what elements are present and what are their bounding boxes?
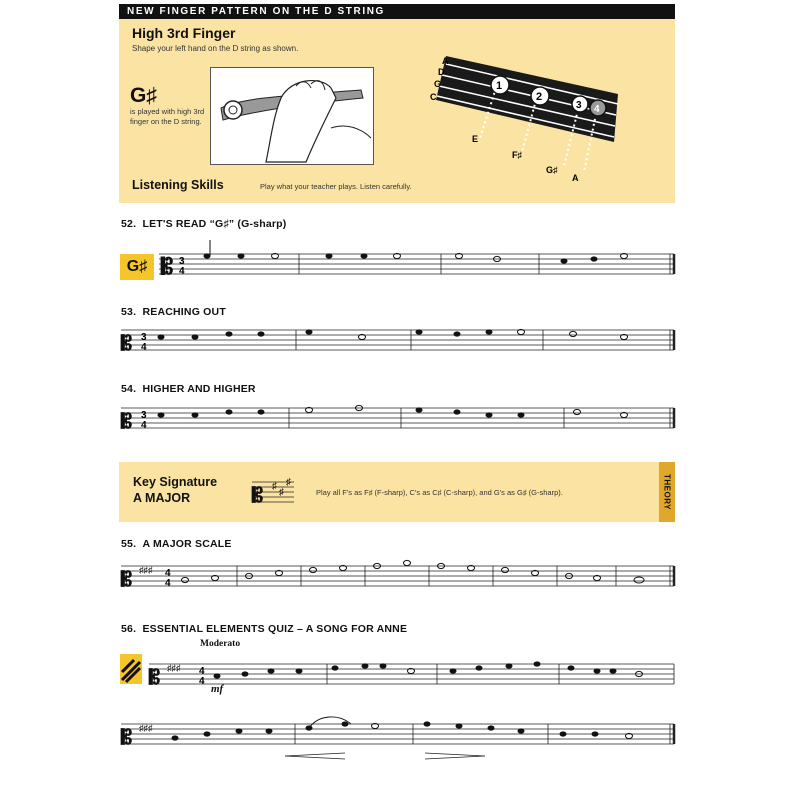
svg-text:♯♯♯: ♯♯♯ bbox=[167, 663, 181, 673]
notes bbox=[204, 240, 628, 264]
exercise-number: 53. bbox=[121, 306, 137, 318]
svg-text:4: 4 bbox=[141, 420, 147, 431]
finger-4: 4 bbox=[594, 104, 600, 115]
note-label-g-sharp: G♯ bbox=[546, 165, 558, 175]
exercise-name: HIGHER AND HIGHER bbox=[142, 383, 256, 395]
tempo-marking: Moderato bbox=[200, 639, 241, 649]
note-label-a: A bbox=[572, 173, 579, 183]
key-signature-title-line2: A MAJOR bbox=[133, 491, 191, 505]
note-label-e: E bbox=[472, 134, 479, 144]
svg-text:♯: ♯ bbox=[272, 481, 277, 492]
exercise-name: REACHING OUT bbox=[142, 306, 226, 318]
dynamic-marking: mf bbox=[211, 683, 224, 695]
svg-text:4: 4 bbox=[141, 342, 147, 353]
finger-1: 1 bbox=[496, 80, 503, 92]
staff-exercise-56-line2 bbox=[119, 716, 679, 766]
listening-skills-title: Listening Skills bbox=[132, 178, 224, 192]
svg-text:♯: ♯ bbox=[279, 487, 284, 498]
svg-text:3: 3 bbox=[141, 410, 147, 421]
exercise-53-title bbox=[121, 306, 226, 318]
alto-clef: 𝄡 bbox=[161, 254, 174, 279]
svg-text:4: 4 bbox=[165, 568, 171, 579]
note-description: is played with high 3rd finger on the D string. bbox=[130, 107, 205, 126]
high-third-finger-title: High 3rd Finger bbox=[132, 25, 236, 41]
new-note-label: G♯ bbox=[120, 254, 154, 280]
key-signature-staff bbox=[250, 476, 296, 508]
finger-3: 3 bbox=[576, 100, 582, 111]
high-third-finger-subtitle: Shape your left hand on the D string as shown. bbox=[132, 44, 299, 53]
svg-text:4: 4 bbox=[165, 578, 171, 589]
exercise-56-title bbox=[121, 623, 407, 635]
key-signature-title-line1: Key Signature bbox=[133, 475, 218, 489]
svg-text:𝄡: 𝄡 bbox=[121, 333, 133, 355]
svg-text:3: 3 bbox=[141, 332, 147, 343]
svg-text:𝄡: 𝄡 bbox=[121, 727, 133, 749]
exercise-number: 55. bbox=[121, 538, 137, 550]
exercise-name: ESSENTIAL ELEMENTS QUIZ – A SONG FOR ANNE bbox=[142, 623, 408, 635]
listening-skills-text: Play what your teacher plays. Listen carefully. bbox=[260, 182, 412, 191]
svg-text:3: 3 bbox=[179, 256, 185, 267]
svg-text:4: 4 bbox=[199, 666, 205, 677]
exercise-54-title bbox=[121, 383, 256, 395]
finger-2: 2 bbox=[536, 91, 543, 103]
svg-text:♯: ♯ bbox=[286, 477, 291, 488]
staff-exercise-54 bbox=[119, 400, 679, 442]
svg-text:𝄡: 𝄡 bbox=[121, 569, 133, 591]
key-signature-text: Play all F's as F♯ (F-sharp), C's as C♯ (C-sharp), and G's as G♯ (G-sharp). bbox=[316, 488, 563, 497]
note-name: G♯ bbox=[130, 84, 157, 107]
key-signature-title bbox=[133, 474, 217, 506]
hand-position-illustration bbox=[210, 67, 374, 165]
exercise-number: 54. bbox=[121, 383, 137, 395]
fingerboard-diagram bbox=[418, 48, 640, 188]
exercise-52-title bbox=[121, 218, 286, 230]
exercise-name: A MAJOR SCALE bbox=[142, 538, 232, 550]
exercise-number: 56. bbox=[121, 623, 137, 635]
staff-exercise-53 bbox=[119, 322, 679, 364]
exercise-name: LET'S READ “G♯” (G-sharp) bbox=[142, 218, 287, 230]
theory-tab: THEORY bbox=[659, 462, 675, 522]
staff-exercise-55 bbox=[119, 558, 679, 600]
svg-text:4: 4 bbox=[199, 676, 205, 687]
string-label-g: G bbox=[434, 79, 442, 89]
exercise-55-title bbox=[121, 538, 232, 550]
string-label-d: D bbox=[438, 67, 445, 77]
note-label-f-sharp: F♯ bbox=[512, 150, 522, 160]
section-header: NEW FINGER PATTERN ON THE D STRING bbox=[119, 4, 675, 19]
svg-text:𝄡: 𝄡 bbox=[252, 485, 264, 507]
exercise-number: 52. bbox=[121, 218, 137, 230]
staff-exercise-52 bbox=[119, 240, 679, 290]
svg-text:♯♯♯: ♯♯♯ bbox=[139, 565, 153, 575]
svg-text:4: 4 bbox=[179, 266, 185, 277]
string-label-c: C bbox=[430, 92, 437, 102]
svg-text:𝄡: 𝄡 bbox=[121, 411, 133, 433]
svg-text:♯♯♯: ♯♯♯ bbox=[139, 723, 153, 733]
svg-text:𝄡: 𝄡 bbox=[149, 667, 161, 689]
string-label-a: A bbox=[442, 56, 449, 66]
staff-exercise-56-line1 bbox=[119, 656, 679, 698]
